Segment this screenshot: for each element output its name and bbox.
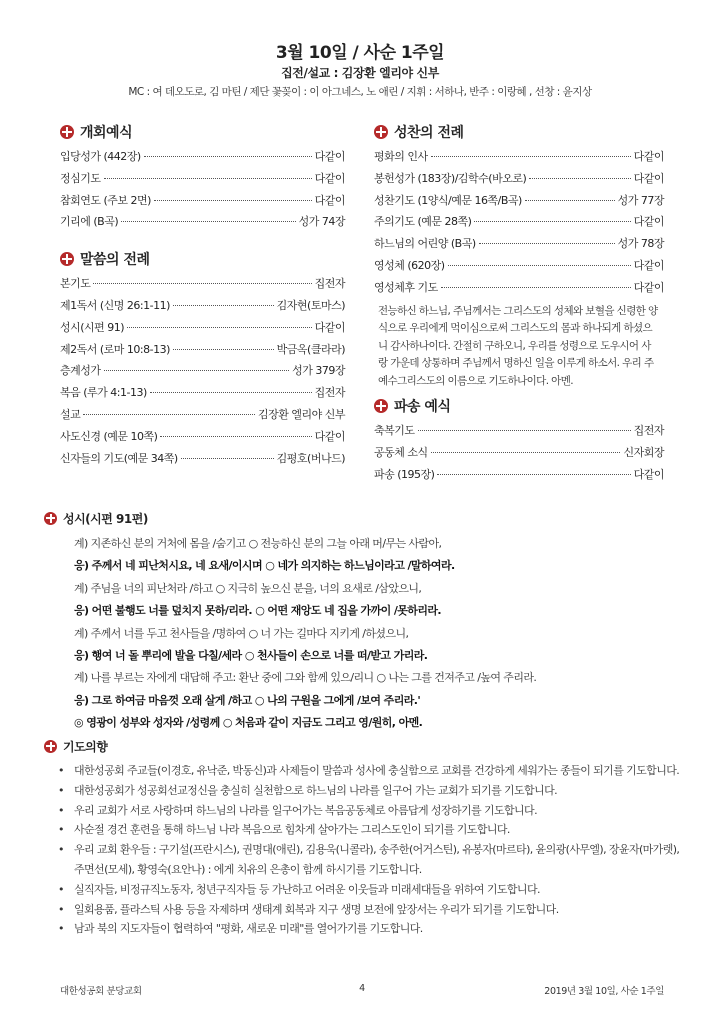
order-item — [374, 235, 664, 257]
order-item-value: 집전자 — [633, 424, 664, 438]
order-item-label: 기리에 (B곡) — [60, 215, 119, 229]
order-item — [60, 275, 345, 297]
order-item-label: 참회연도 (주보 2면) — [60, 193, 151, 207]
intercessions-heading — [44, 735, 684, 757]
dot-leader — [437, 474, 630, 475]
intercession-item — [44, 840, 684, 880]
order-item-value: 집전자 — [314, 386, 345, 400]
order-item-value: 다같이 — [633, 171, 664, 185]
order-item-value: 다같이 — [314, 150, 345, 163]
dot-leader — [431, 156, 631, 157]
dot-leader — [173, 305, 274, 306]
cross-icon — [374, 399, 388, 413]
dot-leader — [127, 327, 312, 328]
intercession-text: 우리 교회 환우들 : 구기설(프란시스), 권명대(애린), 김용욱(니콜라), 송주한(어거스틴), 유봉자(마르타), 윤의광(사무엘), 장윤자(마가렛), 주면선(모세), 황영숙(요안나) : 에게 치유의 은총이 함께 하시기를 기도합니다. — [74, 843, 680, 876]
dot-leader — [121, 221, 295, 222]
celebrant-line: 집전/설교 : 김장환 엘리야 신부 — [281, 66, 439, 80]
cross-icon — [44, 740, 57, 753]
post-communion-prayer: 전능하신 하느님, 주님께서는 그리스도의 성체와 보혈을 신령한 양식으로 우리에게 먹이심으로써 그리스도의 몸과 하나되게 하셨으니 감사하나이다. 간절히 구하오니, 우리를 성령으로 도우시어 사랑 가운데 상통하며 주님께서 명하신 일을 이루게 하소서. 우리 주 예수그리스도의 이름으로 기도하나이다. 아멘. — [378, 304, 658, 387]
order-item-label: 평화의 인사 — [374, 150, 428, 163]
order-item-label: 본기도 — [60, 277, 91, 291]
order-item — [60, 192, 345, 214]
dot-leader — [93, 283, 311, 284]
order-item — [60, 148, 345, 170]
order-item-value: 김자현(토마스) — [276, 298, 345, 312]
order-item-label: 영성체 (620장) — [374, 258, 445, 272]
dot-leader — [83, 414, 255, 415]
order-item-value: 다같이 — [314, 193, 345, 207]
section-title: 파송 예식 — [394, 399, 451, 416]
dismissal-list — [374, 422, 664, 487]
order-item-label: 성찬기도 (1양식/예문 16쪽/B곡) — [374, 193, 522, 207]
dismissal-heading — [374, 394, 664, 418]
intercession-text: 우리 교회가 서로 사랑하며 하느님의 나라를 일구어가는 복음공동체로 아름답게 성장하기를 기도합니다. — [74, 803, 537, 817]
order-item-value: 집전자 — [314, 277, 345, 291]
order-item-label: 파송 (195장) — [374, 467, 435, 481]
order-item-label: 영성체후 기도 — [374, 280, 438, 294]
order-item-value: 신자회장 — [623, 445, 664, 459]
dot-leader — [441, 287, 631, 288]
order-item — [374, 213, 664, 235]
order-item-value: 다같이 — [633, 215, 664, 229]
dot-leader — [160, 436, 311, 437]
order-item-label: 층계성가 — [60, 364, 101, 378]
psalm-response: 응) 그로 하여금 마음껏 오래 살게 /하고 ○ 나의 구원을 그에게 /보여 주리라.' — [74, 693, 421, 707]
psalm-verse: 계) 주께서 너를 두고 천사들을 /명하여 ○ 너 가는 길마다 지키게 /하셨으니, — [74, 626, 409, 640]
order-item — [60, 341, 345, 363]
order-item-value: 성가 77장 — [617, 193, 664, 207]
dot-leader — [474, 221, 630, 222]
cross-icon — [60, 252, 74, 266]
order-item — [374, 279, 664, 301]
order-item-value: 성가 379장 — [292, 364, 345, 378]
dot-leader — [104, 370, 290, 371]
section-title: 성시(시편 91편) — [63, 511, 148, 526]
bullet-mark: • — [58, 902, 64, 916]
dot-leader — [529, 178, 630, 179]
psalm-response: 응) 행여 너 돌 뿌리에 발을 다칠/세라 ○ 천사들이 손으로 너를 떠/받고 가리라. — [74, 648, 428, 662]
psalm-response: 응) 주께서 네 피난처시요, 네 요새/이시며 ○ 네가 의지하는 하느님이라고 /말하여라. — [74, 559, 455, 573]
dot-leader — [418, 430, 631, 431]
order-item-value: 성가 78장 — [617, 237, 664, 251]
intercession-text: 대한성공회 주교들(이경호, 유낙준, 박동신)과 사제들이 말씀과 성사에 충실함으로 교회를 건강하게 세워가는 종들이 되기를 기도합니다. — [74, 764, 680, 777]
order-item — [60, 428, 345, 450]
dot-leader — [173, 349, 274, 350]
intercession-item — [44, 801, 684, 821]
dot-leader — [431, 452, 621, 453]
bullet-mark: • — [58, 922, 64, 936]
order-item — [374, 170, 664, 192]
order-item — [60, 406, 345, 428]
order-item — [60, 450, 345, 472]
order-item-label: 성시(시편 91) — [60, 320, 125, 334]
section-title: 기도의향 — [63, 739, 108, 754]
order-item-value: 성가 74장 — [298, 215, 345, 229]
intercession-item — [44, 919, 684, 939]
liturgy-of-word-heading — [60, 247, 345, 271]
intercession-item — [44, 820, 684, 840]
dot-leader — [181, 458, 274, 459]
order-item-value: 다같이 — [314, 171, 345, 185]
psalm-verse: 계) 나를 부르는 자에게 대답해 주고: 환난 중에 그와 함께 있으/리니 ○ 나는 그를 건져주고 /높여 주리라. — [74, 671, 537, 685]
eucharist-list — [374, 148, 664, 301]
opening-rite-list — [60, 148, 345, 235]
dot-leader — [150, 392, 312, 393]
right-column — [374, 120, 664, 487]
order-item-label: 축복기도 — [374, 424, 415, 438]
cross-icon — [60, 125, 74, 139]
liturgy-of-word-list — [60, 275, 345, 471]
opening-rite-heading — [60, 120, 345, 144]
section-title: 개회예식 — [80, 125, 133, 141]
dot-leader — [448, 265, 631, 266]
order-item-value: 김장환 엘리야 신부 — [257, 407, 345, 421]
page-title: 3월 10일 / 사순 1주일 — [275, 43, 445, 63]
order-item — [60, 170, 345, 192]
order-item-label: 설교 — [60, 407, 81, 421]
page-footer — [60, 983, 664, 997]
footer-church: 대한성공회 분당교회 — [60, 986, 142, 997]
psalm-response: 응) 어떤 불행도 너를 덮치지 못하/리라. ○ 어떤 재앙도 네 집을 가까이 /못하리라. — [74, 604, 441, 618]
footer-date: 2019년 3월 10일, 사순 1주일 — [544, 986, 664, 997]
order-item — [374, 444, 664, 466]
order-item-value: 다같이 — [314, 429, 345, 443]
eucharist-heading — [374, 120, 664, 144]
order-item-label: 신자들의 기도(예문 34쪽) — [60, 451, 178, 465]
section-title: 말씀의 전례 — [80, 252, 150, 269]
order-item — [374, 466, 664, 488]
intercessions-section — [44, 735, 684, 939]
intercession-text: 대한성공회가 성공회선교정신을 충실히 실천함으로 하느님의 나라를 일구어 가는 교회가 되기를 기도합니다. — [74, 783, 558, 797]
order-item-label: 복음 (루가 4:1-13) — [60, 386, 147, 400]
bullet-mark: • — [58, 823, 64, 837]
order-item — [374, 422, 664, 444]
left-column — [60, 120, 345, 471]
intercession-text: 남과 북의 지도자들이 협력하여 "평화, 새로운 미래"를 열어가기를 기도합니다. — [74, 922, 423, 936]
order-item-value: 김평호(버나드) — [276, 451, 345, 465]
dot-leader — [525, 200, 615, 201]
order-item-label: 입당성가 (442장) — [60, 150, 141, 163]
order-item-label: 정심기도 — [60, 171, 101, 185]
bullet-mark: • — [58, 843, 64, 857]
dot-leader — [104, 178, 312, 179]
order-item — [374, 257, 664, 279]
intercession-item — [44, 900, 684, 920]
ministers-line: MC : 여 데오도로, 김 마틴 / 제단 꽃꽂이 : 이 아그네스, 노 애린 / 지휘 : 서하나, 반주 : 이랑혜 , 선창 : 윤지상 — [128, 86, 592, 98]
intercession-text: 사순절 경건 훈련을 통해 하느님 나라 복음으로 힘차게 살아가는 그리스도인이 되기를 기도합니다. — [74, 823, 510, 837]
order-item-label: 주의기도 (예문 28쪽) — [374, 215, 472, 229]
order-item-label: 봉헌성가 (183장)/김학수(바오로) — [374, 171, 527, 185]
order-item-value: 다같이 — [633, 150, 664, 163]
order-item — [374, 148, 664, 170]
order-item-label: 하느님의 어린양 (B곡) — [374, 237, 476, 251]
order-item — [60, 384, 345, 406]
bullet-mark: • — [58, 783, 64, 797]
intercession-item — [44, 781, 684, 801]
intercession-item — [44, 761, 684, 781]
order-item-value: 박금옥(클라라) — [276, 342, 345, 356]
order-item — [60, 297, 345, 319]
bullet-mark: • — [58, 882, 64, 896]
intercession-text: 실직자들, 비정규직노동자, 청년구직자들 등 가난하고 어려운 이웃들과 미래세대들을 위하여 기도합니다. — [74, 882, 540, 896]
order-item-label: 사도신경 (예문 10쪽) — [60, 429, 158, 443]
page-number: 4 — [359, 983, 365, 994]
psalm-verses — [44, 533, 684, 735]
order-item — [60, 362, 345, 384]
order-item-value: 다같이 — [314, 320, 345, 334]
order-item-label: 제2독서 (로마 10:8-13) — [60, 342, 170, 356]
cross-icon — [374, 125, 388, 139]
order-item-value: 다같이 — [633, 280, 664, 294]
psalm-heading — [44, 507, 684, 529]
order-item — [60, 319, 345, 341]
bullet-mark: • — [58, 764, 64, 777]
psalm-response: ◎ 영광이 성부와 성자와 /성령께 ○ 처음과 같이 지금도 그리고 영/원히, 아멘. — [74, 716, 423, 730]
psalm-verse: 계) 주님을 너의 피난처라 /하고 ○ 지극히 높으신 분을, 너의 요새로 /삼았으니, — [74, 581, 422, 595]
order-item-value: 다같이 — [633, 467, 664, 481]
cross-icon — [44, 512, 57, 525]
section-title: 성찬의 전례 — [394, 125, 464, 141]
dot-leader — [154, 200, 312, 201]
intercession-text: 일회용품, 플라스틱 사용 등을 자제하며 생태계 회복과 지구 생명 보전에 앞장서는 우리가 되기를 기도합니다. — [74, 902, 559, 916]
order-item-label: 공동체 소식 — [374, 445, 428, 459]
order-item-value: 다같이 — [633, 258, 664, 272]
dot-leader — [144, 156, 312, 157]
dot-leader — [479, 243, 615, 244]
intercession-item — [44, 880, 684, 900]
psalm-section — [44, 507, 684, 735]
order-item-label: 제1독서 (신명 26:1-11) — [60, 298, 170, 312]
order-item — [60, 213, 345, 235]
psalm-verse: 계) 지존하신 분의 거처에 몸을 /숨기고 ○ 전능하신 분의 그늘 아래 머/무는 사람아, — [74, 537, 442, 550]
intercessions-list — [44, 761, 684, 939]
order-item — [374, 192, 664, 214]
bullet-mark: • — [58, 803, 64, 817]
